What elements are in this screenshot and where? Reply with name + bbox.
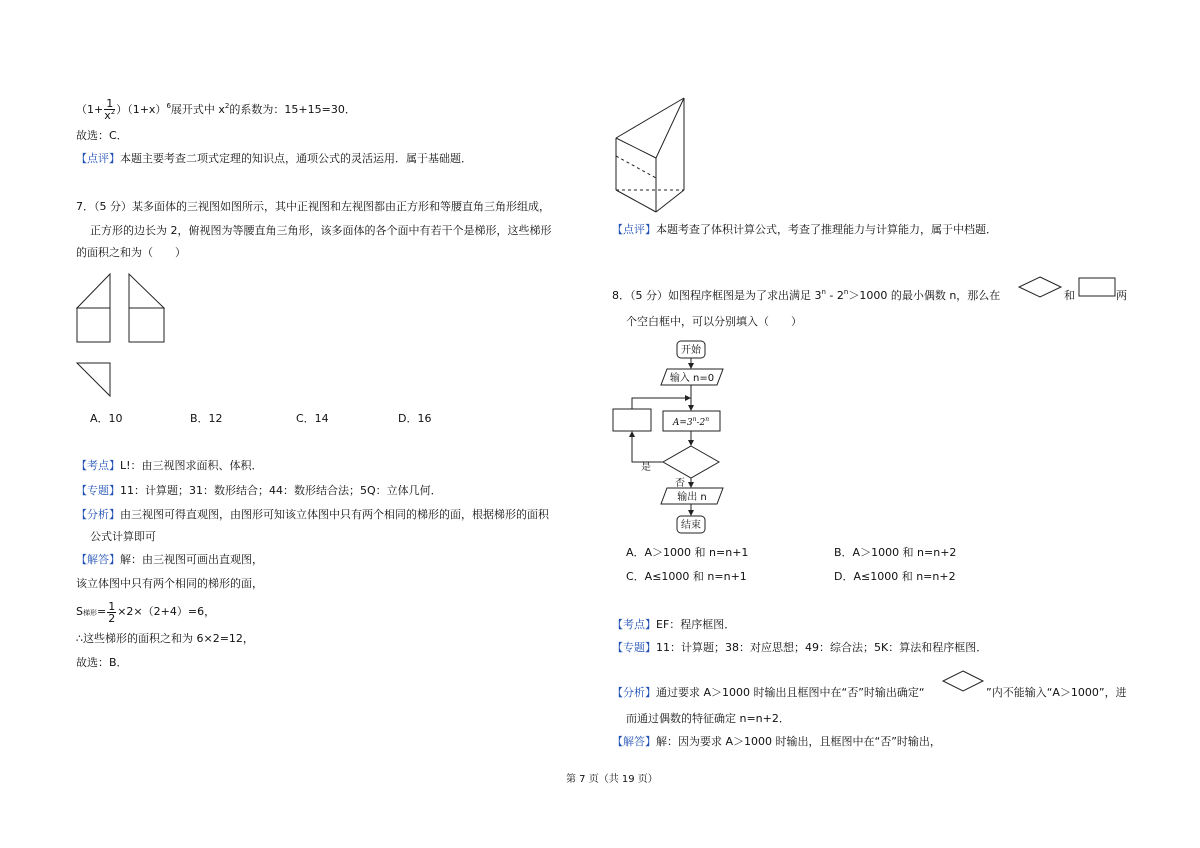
right-jieda-text: 解：因为要求 A＞1000 时输出，且框图中在“否”时输出， — [656, 735, 941, 748]
right-fenxi-post: ”内不能输入“A＞1000”，进 — [986, 686, 1127, 699]
solution-line4: 故选：B． — [76, 656, 128, 669]
q8-mid1: - 2 — [825, 289, 844, 302]
expansion-line — [76, 95, 356, 126]
flow-no-label: 否 — [675, 478, 685, 489]
comment-text: 本题主要考查二项式定理的知识点，通项公式的灵活运用．属于基础题． — [120, 152, 472, 165]
fenxi-tag: 【分析】 — [76, 508, 120, 521]
q8-mid2: ＞1000 的最小偶数 n，那么在 — [848, 289, 1001, 302]
exp-6: 6 — [166, 102, 171, 110]
q7-line1: 7．（5 分）某多面体的三视图如图所示，其中正视图和左视图都由正方形和等腰直角三角形组成， — [76, 200, 550, 213]
flow-output-text: 输出 n — [677, 492, 707, 503]
front-view-square — [77, 308, 110, 342]
flowchart — [605, 336, 735, 544]
fraction — [104, 98, 115, 123]
flow-assign-text: $A=3^n-2^n$ — [672, 416, 710, 428]
area-symbol: S — [76, 605, 83, 618]
right-kaodian-line — [612, 618, 735, 632]
right-comment-text: 本题考查了体积计算公式，考查了推理能力与计算能力，属于中档题． — [656, 223, 997, 236]
q8-and: 和 — [1064, 289, 1075, 302]
right-fenxi-line1 — [612, 686, 925, 700]
diamond-inline-icon — [942, 670, 984, 692]
expansion-mid: 展开式中 x — [170, 103, 225, 116]
q7-option-d: D．16 — [398, 412, 432, 425]
answer-c-line: 故选：C． — [76, 129, 128, 142]
q8-end: 两 — [1116, 289, 1127, 302]
comment-line — [76, 152, 472, 166]
page-footer: 第 7 页（共 19 页） — [566, 774, 658, 785]
q8-sup2: n — [843, 288, 849, 296]
q8-option-a: A．A＞1000 和 n=n+1 — [626, 546, 749, 559]
front-view-triangle — [77, 274, 110, 308]
expansion-tail: 的系数为：15+15=30． — [229, 103, 356, 116]
zhuanti-line — [76, 484, 442, 498]
frac-den: x — [104, 108, 111, 122]
solution-line3: ∴这些梯形的面积之和为 6×2=12， — [76, 632, 254, 645]
frac-num: 1 — [106, 96, 114, 110]
q8-pre: 8．（5 分）如图程序框图是为了求出满足 3 — [612, 289, 822, 302]
comment-tag: 【点评】 — [76, 152, 120, 165]
right-zhuanti-tag: 【专题】 — [612, 641, 656, 654]
right-fenxi-pre: 通过要求 A＞1000 时输出且框图中在“否”时输出确定“ — [656, 686, 925, 699]
half-fraction — [107, 601, 116, 624]
q8-option-c: C．A≤1000 和 n=n+1 — [626, 570, 747, 583]
right-kaodian-tag: 【考点】 — [612, 618, 656, 631]
flow-start-text: 开始 — [681, 345, 701, 356]
kaodian-tag: 【考点】 — [76, 459, 120, 472]
solution-line1: 该立体图中只有两个相同的梯形的面， — [76, 577, 263, 590]
top-view-triangle — [77, 363, 110, 396]
flow-decision-diamond — [663, 446, 719, 478]
solution-line2 — [76, 598, 215, 627]
side-view-square — [129, 308, 164, 342]
equals-sign: = — [96, 605, 107, 618]
area-subscript: 梯形 — [82, 609, 97, 617]
q8-sup1: n — [821, 288, 826, 296]
expansion-close: ）（1+x） — [116, 103, 167, 116]
solid-figure — [610, 94, 690, 216]
zhuanti-text: 11：计算题；31：数形结合；44：数形结合法；5Q：立体几何． — [120, 484, 442, 497]
area-rest: ×2×（2+4）=6， — [117, 605, 216, 618]
right-jieda-tag: 【解答】 — [612, 735, 656, 748]
half-num: 1 — [108, 599, 116, 613]
fenxi-line1 — [76, 508, 549, 522]
q7-option-a: A．10 — [90, 412, 123, 425]
q8-option-d: D．A≤1000 和 n=n+2 — [834, 570, 956, 583]
q7-option-b: B．12 — [190, 412, 223, 425]
exp-2: 2 — [224, 102, 230, 110]
zhuanti-tag: 【专题】 — [76, 484, 120, 497]
q7-line3: 的面积之和为（ ） — [76, 246, 186, 259]
kaodian-line — [76, 459, 263, 473]
right-fenxi-tag: 【分析】 — [612, 686, 656, 699]
right-comment-line — [612, 223, 997, 237]
fenxi-text1: 由三视图可得直观图，由图形可知该立体图中只有两个相同的梯形的面，根据梯形的面积 — [120, 508, 549, 521]
right-fenxi-line2: 而通过偶数的特征确定 n=n+2． — [626, 712, 790, 725]
right-kaodian-text: EF：程序框图． — [656, 618, 736, 631]
flow-blank-box — [613, 409, 651, 431]
half-den: 2 — [108, 611, 116, 625]
jieda-tag: 【解答】 — [76, 553, 120, 566]
flow-end-text: 结束 — [681, 520, 701, 531]
kaodian-text: L!：由三视图求面积、体积． — [120, 459, 263, 472]
q8-line1 — [612, 289, 1000, 304]
flow-yes-label: 是 — [641, 462, 651, 473]
rectangle-shape-icon — [1078, 277, 1116, 297]
side-view-triangle — [129, 274, 164, 308]
fenxi-line2: 公式计算即可 — [90, 530, 156, 543]
frac-den-exp: 2 — [110, 107, 116, 116]
diamond-shape-icon — [1018, 276, 1062, 298]
three-view-figure — [70, 268, 180, 378]
right-comment-tag: 【点评】 — [612, 223, 656, 236]
q7-option-c: C．14 — [296, 412, 329, 425]
expansion-open: （1+ — [76, 103, 104, 116]
right-zhuanti-line — [612, 641, 987, 655]
q8-option-b: B．A＞1000 和 n=n+2 — [834, 546, 957, 559]
right-zhuanti-text: 11：计算题；38：对应思想；49：综合法；5K：算法和程序框图． — [656, 641, 988, 654]
flow-input-text: 输入 n=0 — [669, 373, 715, 384]
jieda-line — [76, 553, 263, 567]
q7-line2: 正方形的边长为 2，俯视图为等腰直角三角形，该多面体的各个面中有若干个是梯形，这些梯形 — [90, 224, 552, 237]
q8-line2: 个空白框中，可以分别填入（ ） — [626, 315, 802, 328]
right-jieda-line — [612, 735, 941, 749]
jieda-text: 解：由三视图可画出直观图， — [120, 553, 263, 566]
